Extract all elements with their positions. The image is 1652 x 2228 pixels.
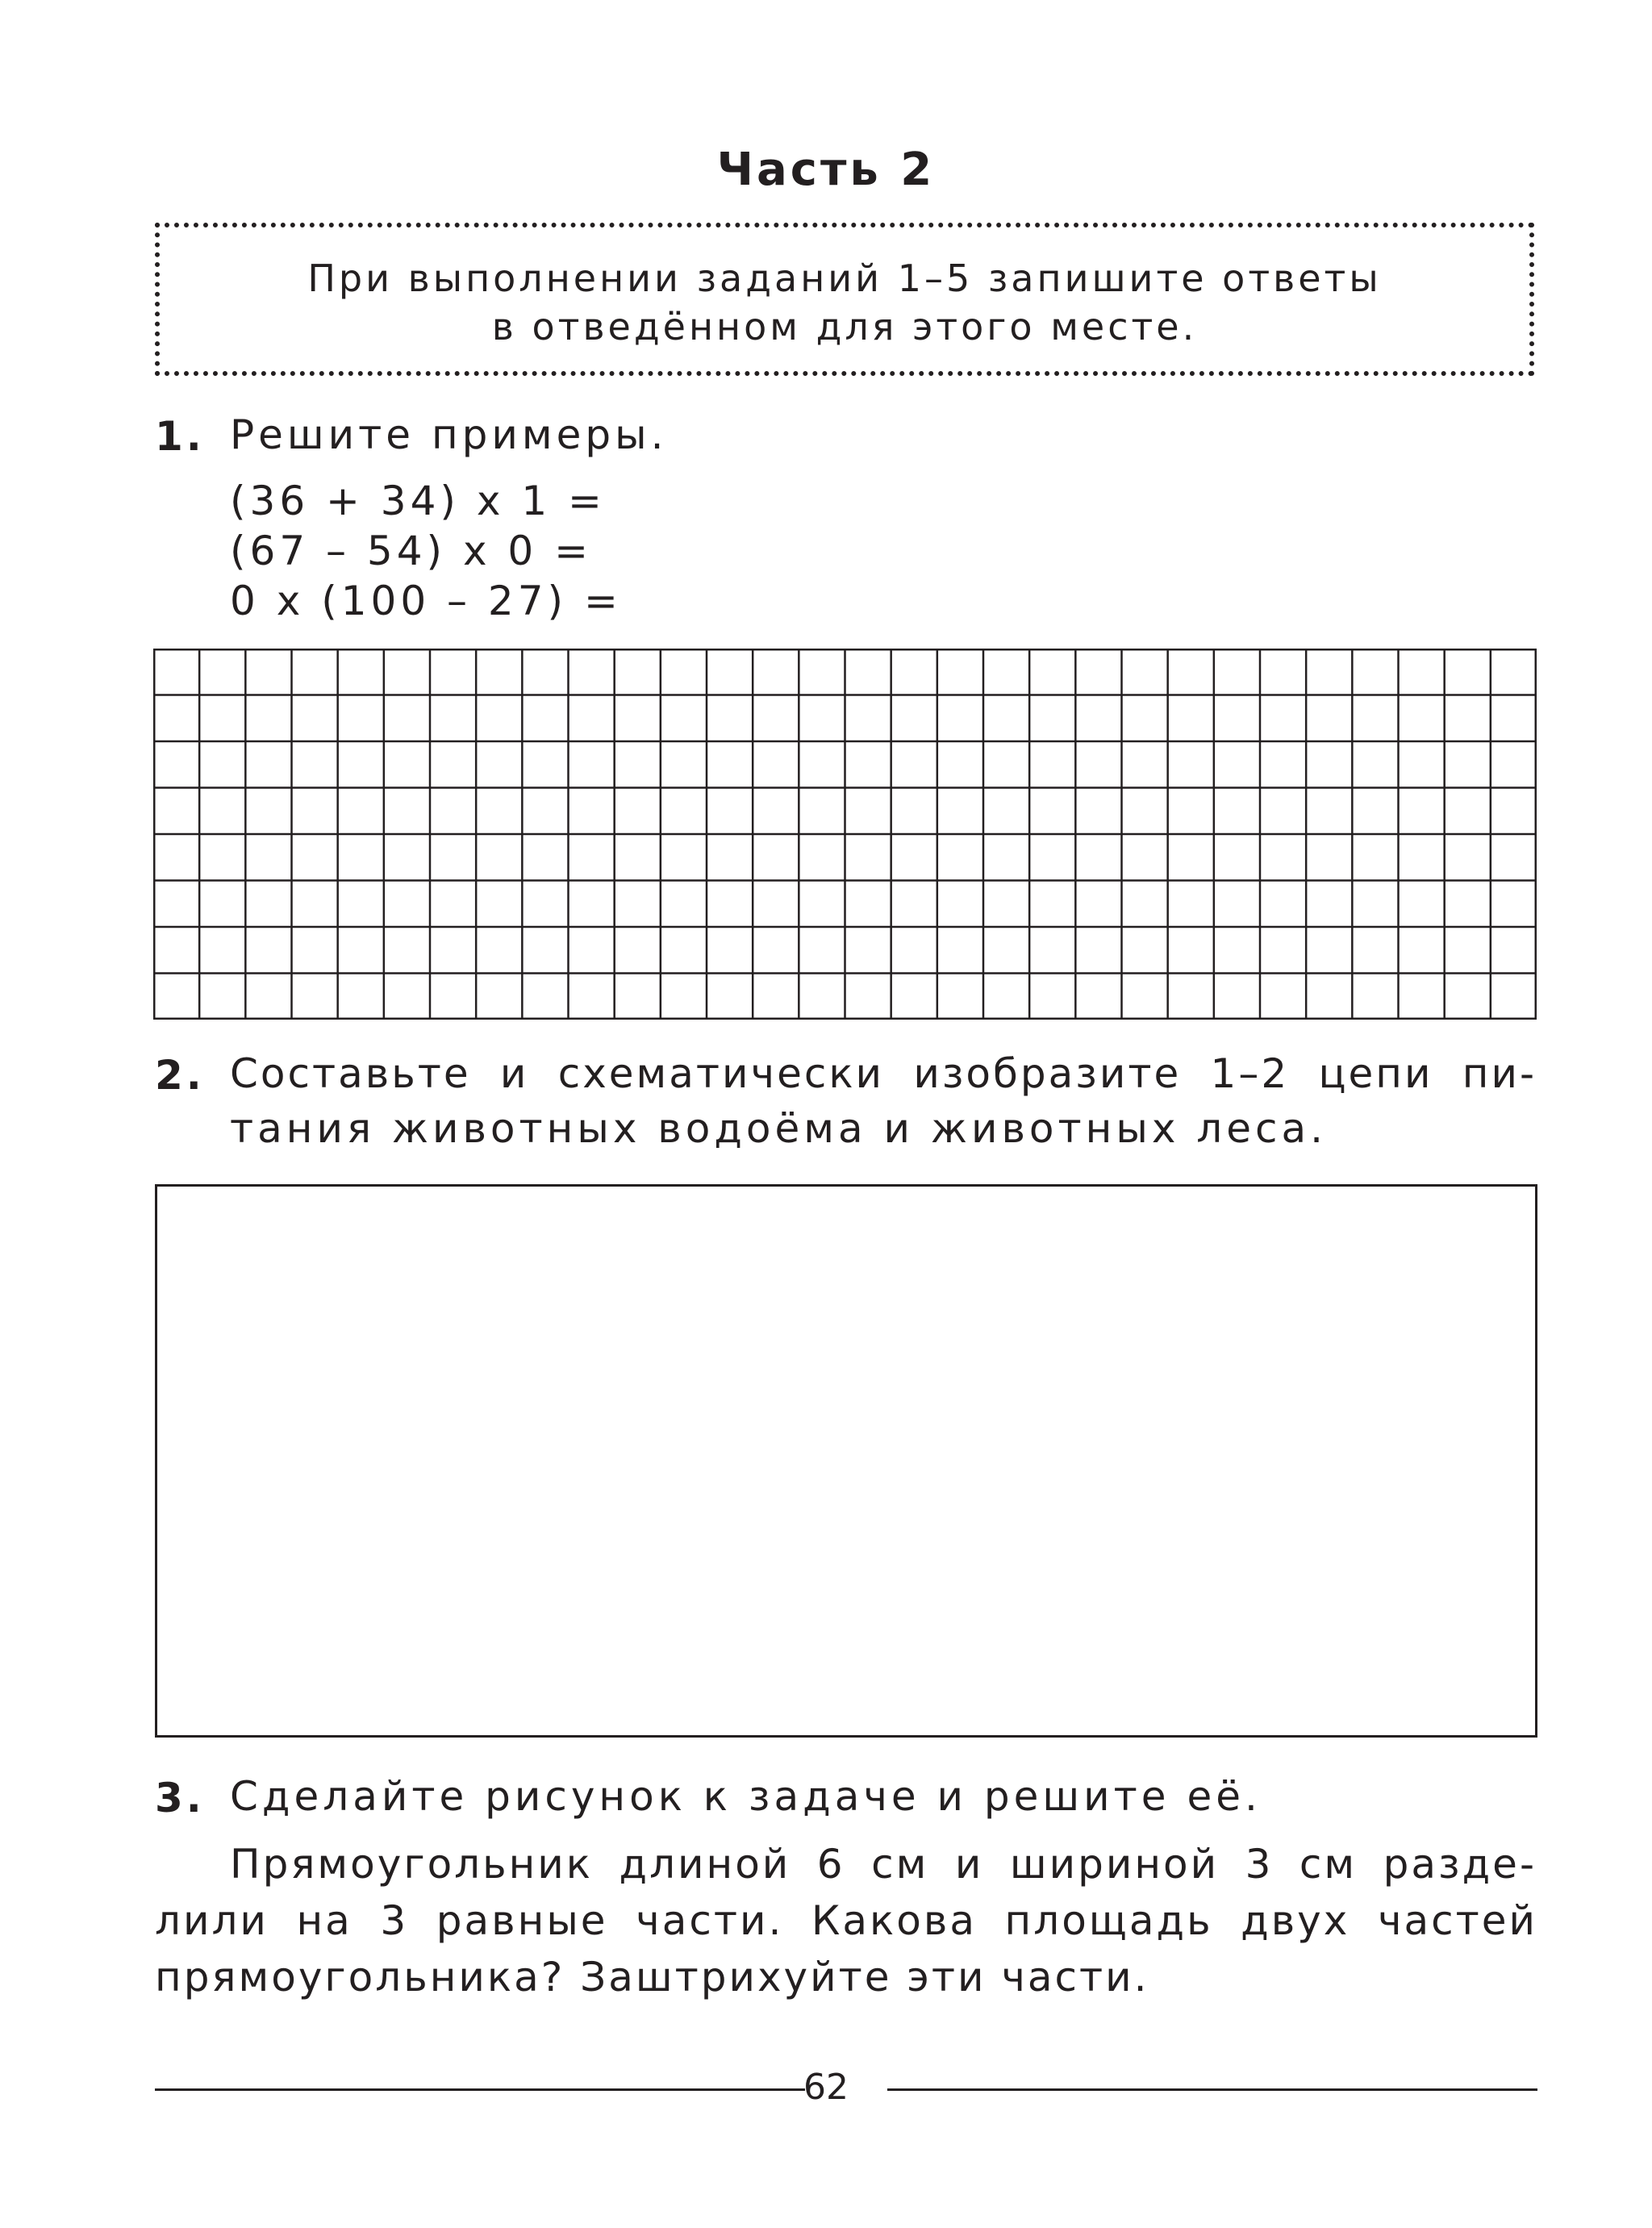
task-1-expression-3: 0 х (100 – 27) = — [230, 578, 622, 624]
task-3-problem-line-1: Прямоугольник длиной 6 см и шириной 3 см разде- — [230, 1841, 1537, 1888]
instruction-line-2: в отведённом для этого месте. — [491, 305, 1198, 348]
task-1-expression-2: (67 – 54) х 0 = — [230, 528, 593, 574]
task-3-number: 3. — [155, 1775, 205, 1821]
footer-rule-right — [887, 2088, 1537, 2091]
task-1-expression-1: (36 + 34) х 1 = — [230, 478, 606, 524]
task-3-problem-line-3: прямоугольника? Заштрихуйте эти части. — [155, 1954, 1149, 2001]
instruction-line-1: При выполнении заданий 1–5 запишите ответы — [307, 257, 1382, 300]
answer-box[interactable] — [155, 1184, 1537, 1738]
task-3-problem-line-2: лили на 3 равные части. Какова площадь двух частей — [155, 1897, 1537, 1944]
task-3-prompt: Сделайте рисунок к задаче и решите её. — [230, 1773, 1262, 1820]
part-title: Часть 2 — [716, 144, 936, 196]
task-1-number: 1. — [155, 413, 205, 460]
page-number: 62 — [803, 2067, 849, 2108]
task-1-prompt: Решите примеры. — [230, 411, 668, 458]
task-2-number: 2. — [155, 1052, 205, 1099]
answer-grid[interactable] — [153, 649, 1537, 1020]
task-2-line-2: тания животных водоёма и животных леса. — [230, 1105, 1328, 1152]
task-2-line-1: Составьте и схематически изобразите 1–2 цепи пи- — [230, 1050, 1537, 1097]
